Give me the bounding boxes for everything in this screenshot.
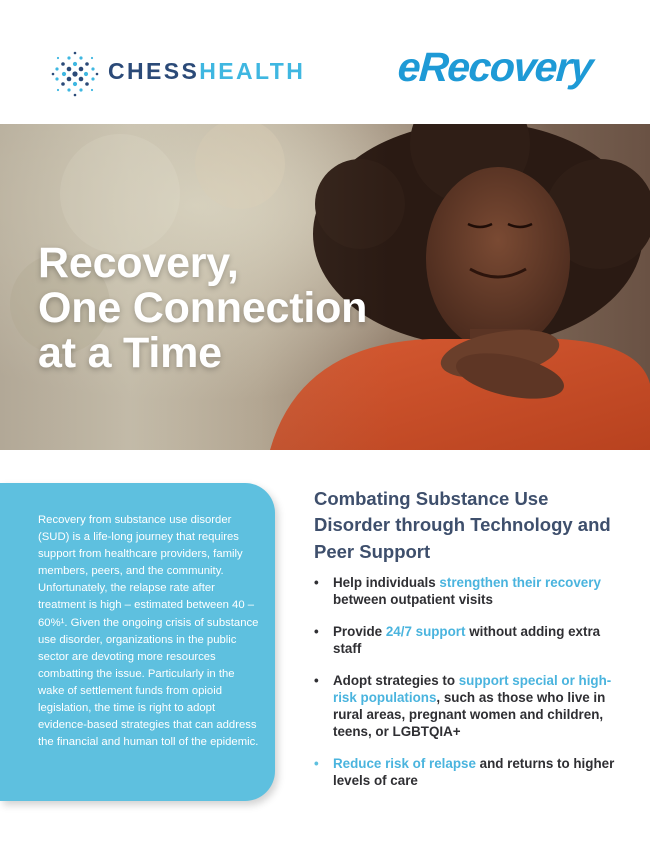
bullet-dot-icon: • [314,624,319,639]
list-item [314,623,624,657]
bullet-text-after: without adding extra staff [333,624,601,656]
hero-title [38,241,458,376]
bullet-text-after: between outpatient visits [333,592,493,607]
bullet-highlight: support special or high-risk populations [333,673,612,705]
hero-title-line: Recovery, [38,239,239,287]
benefits-list [314,574,624,804]
wordmark-health: HEALTH [199,58,306,84]
hero-title-line: One Connection [38,284,368,332]
dot-cluster-logo-icon [50,50,100,98]
bullet-highlight: 24/7 support [385,624,466,639]
list-item [314,755,624,789]
page-header [0,0,650,124]
list-item [314,574,624,608]
section-heading: Combating Substance Use Disorder through Technology and Peer Support [314,488,611,562]
bullet-highlight: Reduce risk of relapse [333,756,476,771]
bullet-text-after: , such as those who live in rural areas, pregnant women and children, teens, or LGBTQIA+ [333,690,606,739]
list-item [314,672,624,740]
erecovery-wordmark: eRecovery [396,44,594,90]
bullet-text-before: Adopt strategies to [333,673,459,688]
bullet-highlight: strengthen their recovery [439,575,601,590]
bullet-text-before: Provide [333,624,386,639]
bullet-dot-icon: • [314,575,319,590]
bullet-text-after: and returns to higher levels of care [333,756,615,788]
hero-title-line: at a Time [38,329,222,377]
chess-health-wordmark [108,58,305,85]
intro-paragraph: Recovery from substance use disorder (SUD) is a life-long journey that requires support from healthcare providers, family members, peers, and the community. Unfortunately, the relapse rate after treatment is high – estimated between 40 – 60%¹. Given the ongoing crisis of substance use disorder, organizations in the public sector are devoting more resources combatting the issue. Particularly in the wake of settlement funds from opioid legislation, the time is right to adopt evidence-based strategies that can address the financial and human toll of the epidemic. [38,514,259,749]
bullet-dot-icon: • [314,673,319,688]
wordmark-chess: CHESS [108,58,200,84]
bullet-dot-icon: • [314,756,319,771]
hero-banner [0,124,650,450]
bullet-text-before: Help individuals [333,575,440,590]
